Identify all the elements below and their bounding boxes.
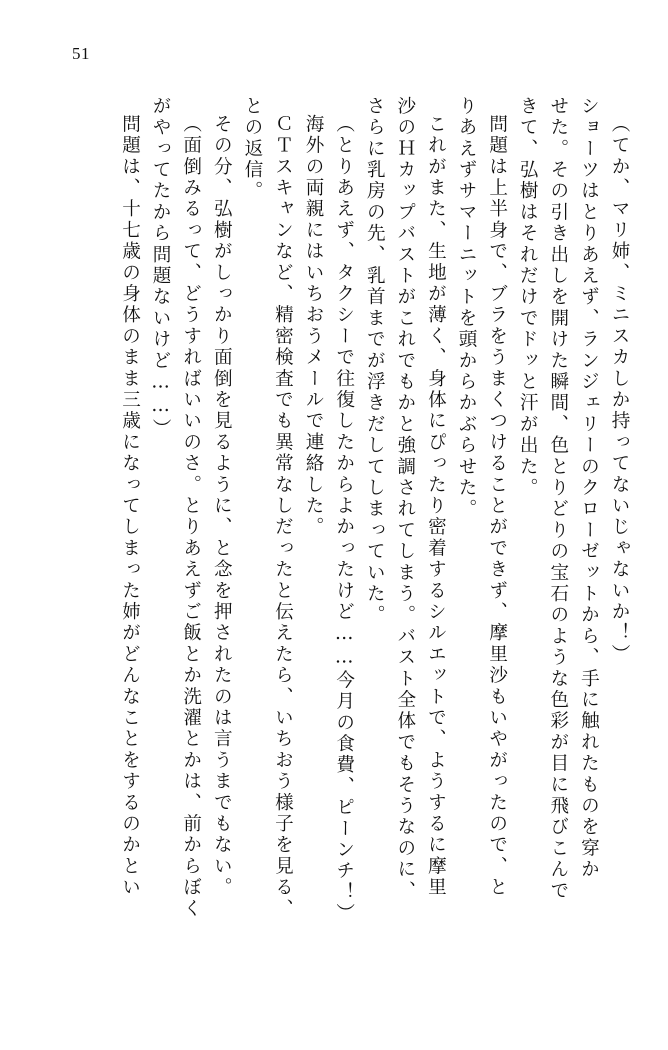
text-line: 問題は上半身で、ブラをうまくつけることができず、摩里沙もいやがったので、と xyxy=(486,114,508,899)
text-line: その分、弘樹がしっかり面倒を見るように、と念を押されたのは言うまでもない。 xyxy=(211,114,233,899)
text-line: ショーツはとりあえず、ランジェリーのクローゼットから、手に触れたものを穿か xyxy=(578,96,600,881)
text-line: 海外の両親にはいちおうメールで連絡した。 xyxy=(303,114,325,538)
text-line: （面倒みるって、どうすればいいのさ。とりあえずご飯とか洗濯とかは、前からぼく xyxy=(180,114,202,920)
text-line: さらに乳房の先、乳首までが浮きだしてしまっていた。 xyxy=(364,96,386,626)
text-line: りあえずサマーニットを頭からかぶらせた。 xyxy=(456,96,478,520)
page-number: 51 xyxy=(72,44,90,63)
text-line: せた。その引き出しを開けた瞬間、色とりどりの宝石のような色彩が目に飛びこんで xyxy=(547,96,569,902)
text-line: がやってたから問題ないけど……） xyxy=(150,96,172,440)
text-line: きて、弘樹はそれだけでドッと汗が出た。 xyxy=(517,96,539,499)
text-line: （てか、マリ姉、ミニスカしか持ってないじゃないか！） xyxy=(609,114,630,666)
text-line: （とりあえず、タクシーで往復したからよかったけど……今月の食費、ピーンチ！） xyxy=(333,114,355,925)
text-line: との返信。 xyxy=(241,96,263,202)
text-line: 沙のＨカップバストがこれでもかと強調されてしまう。バスト全体でもそうなのに、 xyxy=(394,96,416,902)
text-line: これがまた、生地が薄く、身体にぴったり密着するシルエットで、ようするに摩里 xyxy=(425,114,447,899)
text-line: ＣＴスキャンなど、精密検査でも異常なしだったと伝えたら、いちおう様子を見る、 xyxy=(272,114,294,920)
text-line: 問題は、十七歳の身体のまま三歳になってしまった姉がどんなことをするのかとい xyxy=(119,114,141,899)
vertical-text-block xyxy=(40,96,628,1014)
